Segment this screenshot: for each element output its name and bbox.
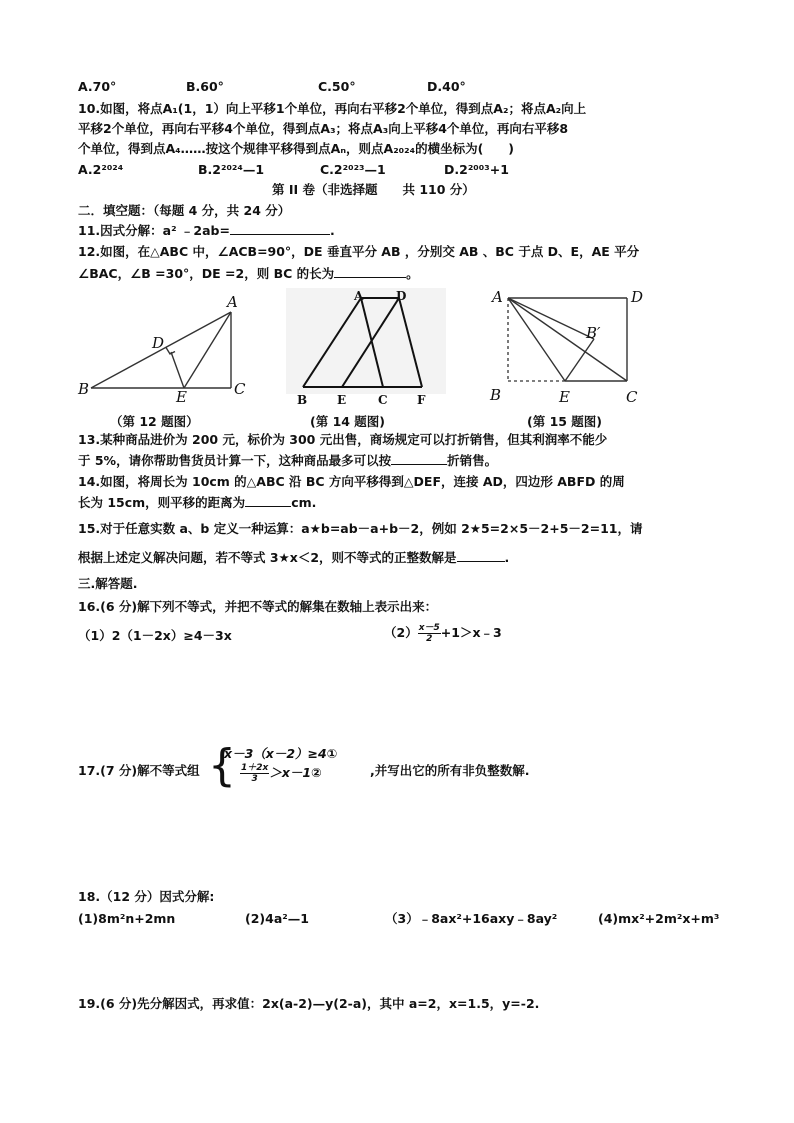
q16-fraction-denominator: 2	[426, 634, 433, 644]
q15-line2	[78, 549, 509, 567]
q17-row1-text: x－3（x－2）≥4	[224, 746, 327, 761]
fig15-label-e: E	[559, 388, 570, 406]
q13-line2a: 于 5%，请你帮助售货员计算一下，这种商品最多可以按	[78, 453, 392, 468]
q17-row1	[224, 745, 337, 763]
q17-row1-mark: ①	[326, 746, 338, 761]
fig15-label-b: B	[490, 386, 502, 404]
q14-line2b: cm.	[291, 495, 317, 510]
q13-answer-blank[interactable]	[391, 452, 447, 465]
q14-answer-blank[interactable]	[245, 494, 291, 507]
q11-answer-blank[interactable]	[230, 222, 330, 235]
q9-option-a: A.70°	[78, 79, 117, 94]
figure-14	[286, 288, 446, 408]
q12-line2: ∠BAC，∠B =30°，DE =2，则 BC 的长为	[78, 266, 335, 281]
q14-line2	[78, 494, 316, 512]
q10-option-c: C.2²⁰²³—1	[320, 162, 386, 177]
fig15-label-b-prime: B′	[586, 324, 601, 342]
q17-fraction-numerator: 1＋2x	[241, 763, 269, 773]
q17-row2-rest: ＞x－1	[269, 765, 312, 780]
q14-line1: 14.如图，将周长为 10cm 的△ABC 沿 BC 方向平移得到△DEF，连接 AD，四边形 ABFD 的周	[78, 474, 625, 489]
caption-fig14: (第 14 题图)	[310, 414, 386, 429]
q10-line3: 个单位，得到点A₄……按这个规律平移得到点Aₙ，则点A₂₀₂₄的横坐标为( )	[78, 141, 515, 156]
q18-part1: (1)8m²n+2mn	[78, 911, 176, 926]
q18-part4: (4)mx²+2m²x+m³	[598, 911, 720, 926]
q13-line1: 13.某种商品进价为 200 元，标价为 300 元出售，商场规定可以打折销售，但其利润率不能少	[78, 432, 608, 447]
q17-fraction	[240, 763, 269, 784]
q13-line2	[78, 452, 497, 470]
q10-option-a: A.2²⁰²⁴	[78, 162, 124, 177]
fig12-label-b: B	[78, 380, 90, 398]
q10-option-d: D.2²⁰⁰³+1	[444, 162, 509, 177]
q16-fraction	[418, 623, 441, 644]
fig15-label-d: D	[631, 288, 644, 306]
q17-brace: {	[208, 740, 236, 791]
fig12-label-e: E	[176, 388, 187, 402]
q17-fraction-denominator: 3	[251, 774, 258, 784]
q17-suffix: ,并写出它的所有非负整数解.	[370, 763, 530, 778]
q14-line2a: 长为 15cm，则平移的距离为	[78, 495, 246, 510]
q16-part2-suffix: +1＞x﹣3	[440, 625, 502, 640]
q9-option-d: D.40°	[427, 79, 466, 94]
fig12-label-c: C	[234, 380, 246, 398]
q10-line1: 10.如图，将点A₁(1，1）向上平移1个单位，再向右平移2个单位，得到点A₂；将点A₂向上	[78, 101, 587, 116]
q17-prefix: 17.(7 分)解不等式组	[78, 763, 200, 778]
q15-line1: 15.对于任意实数 a、b 定义一种运算：a★b=ab－a+b－2，例如 2★5=2×5－2+5－2=11，请	[78, 521, 643, 536]
q9-option-c: C.50°	[318, 79, 356, 94]
figure-15	[486, 288, 656, 408]
caption-fig12: （第 12 题图）	[110, 414, 199, 429]
q10-line2: 平移2个单位，再向右平移4个单位，得到点A₃；将点A₃向上平移4个单位，再向右平移8	[78, 121, 569, 136]
fig14-label-c: C	[378, 393, 388, 407]
q12-line1: 12.如图，在△ABC 中，∠ACB=90°，DE 垂直平分 AB ，分别交 AB 、BC 于点 D、E，AE 平分	[78, 244, 640, 259]
q15-line2a: 根据上述定义解决问题，若不等式 3★x＜2，则不等式的正整数解是	[78, 550, 457, 565]
q10-option-b: B.2²⁰²⁴—1	[198, 162, 265, 177]
q15-line2b: .	[504, 550, 510, 565]
q17-row2	[240, 763, 322, 784]
q16-part2-prefix: （2）	[384, 625, 418, 640]
q13-line2b: 折销售。	[447, 453, 498, 468]
figure-12	[76, 290, 256, 402]
q19: 19.(6 分)先分解因式，再求值：2x(a-2)—y(2-a)，其中 a=2，x=1.5，y=-2.	[78, 996, 540, 1011]
q12-line2-wrap: ∠BAC，∠B =30°，DE =2，则 BC 的长为 。	[78, 266, 419, 281]
caption-fig15: (第 15 题图)	[527, 414, 603, 429]
q15-answer-blank[interactable]	[457, 549, 505, 562]
fig15-label-a: A	[492, 288, 503, 306]
q12-answer-blank[interactable]	[334, 265, 406, 278]
fig14-label-d: D	[396, 289, 407, 303]
q18-title: 18.（12 分）因式分解:	[78, 889, 215, 904]
part2-title: 第 II 卷（非选择题 共 110 分）	[272, 182, 475, 197]
section3-heading: 三.解答题.	[78, 576, 138, 591]
q11-text: 11.因式分解：a² ﹣2ab=	[78, 223, 230, 238]
fig14-label-f: F	[417, 393, 426, 407]
fig14-label-a: A	[354, 289, 364, 303]
q18-part3: （3）﹣8ax²+16axy﹣8ay²	[385, 911, 558, 926]
q16-part2	[384, 623, 502, 644]
fig12-label-d: D	[152, 334, 165, 352]
q18-part2: (2)4a²—1	[245, 911, 309, 926]
fig14-label-b: B	[297, 393, 308, 407]
q16-fraction-numerator: x－5	[418, 623, 440, 633]
fig12-label-a: A	[227, 293, 238, 311]
fig14-label-e: E	[337, 393, 347, 407]
q11: 11.因式分解：a² ﹣2ab= .	[78, 223, 335, 238]
section2-heading: 二．填空题：（每题 4 分，共 24 分）	[78, 203, 291, 218]
fig15-label-c: C	[626, 388, 638, 406]
q16-title: 16.(6 分)解下列不等式，并把不等式的解集在数轴上表示出来：	[78, 599, 438, 614]
q16-part1: （1）2（1－2x）≥4－3x	[78, 628, 232, 643]
q9-option-b: B.60°	[186, 79, 224, 94]
q17-row2-mark: ②	[311, 765, 322, 780]
